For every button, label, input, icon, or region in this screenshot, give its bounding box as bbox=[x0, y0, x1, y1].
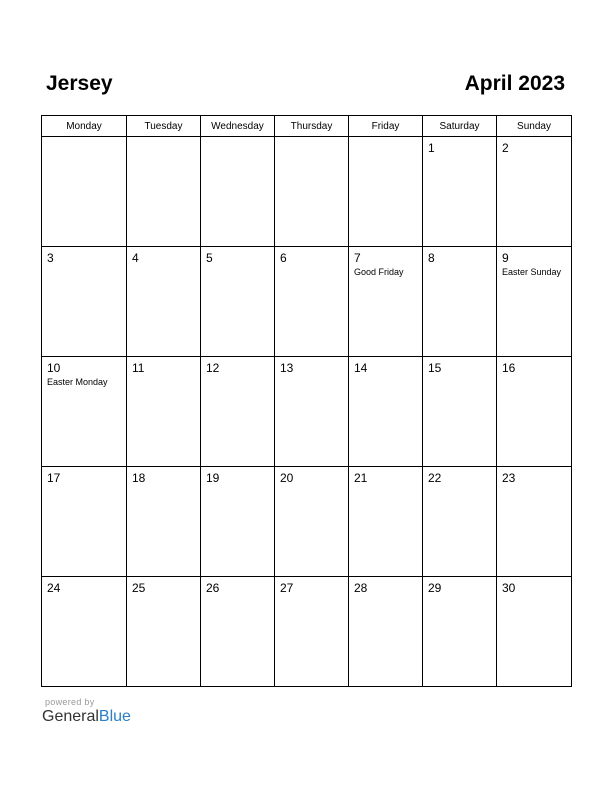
day-cell bbox=[275, 467, 349, 577]
day-cell bbox=[275, 357, 349, 467]
day-number: 28 bbox=[354, 581, 368, 595]
day-cell bbox=[275, 577, 349, 687]
holiday-label: Good Friday bbox=[354, 267, 404, 277]
day-number: 17 bbox=[47, 471, 61, 485]
day-number: 18 bbox=[132, 471, 146, 485]
day-number: 15 bbox=[428, 361, 442, 375]
day-number: 11 bbox=[132, 361, 145, 375]
weekday-header: Tuesday bbox=[127, 116, 201, 137]
weekday-header: Friday bbox=[349, 116, 423, 137]
day-cell bbox=[127, 467, 201, 577]
day-cell bbox=[349, 577, 423, 687]
day-cell bbox=[127, 247, 201, 357]
brand-part-general: General bbox=[42, 708, 99, 725]
day-number: 23 bbox=[502, 471, 516, 485]
day-cell bbox=[497, 467, 572, 577]
day-number: 19 bbox=[206, 471, 220, 485]
day-number: 4 bbox=[132, 251, 139, 265]
brand-part-blue: Blue bbox=[98, 708, 131, 725]
day-cell bbox=[497, 137, 572, 247]
day-number: 26 bbox=[206, 581, 220, 595]
empty-day-cell bbox=[42, 137, 127, 247]
day-number: 8 bbox=[428, 251, 435, 265]
day-number: 16 bbox=[502, 361, 516, 375]
weekday-header-row bbox=[42, 116, 572, 137]
day-number: 10 bbox=[47, 361, 61, 375]
day-cell bbox=[42, 247, 127, 357]
powered-by-text: powered by bbox=[45, 697, 95, 707]
day-cell bbox=[349, 467, 423, 577]
day-cell bbox=[42, 467, 127, 577]
day-number: 13 bbox=[280, 361, 294, 375]
day-cell bbox=[127, 577, 201, 687]
day-cell bbox=[423, 467, 497, 577]
day-number: 25 bbox=[132, 581, 146, 595]
holiday-label: Easter Monday bbox=[47, 377, 108, 387]
day-number: 14 bbox=[354, 361, 368, 375]
day-number: 5 bbox=[206, 251, 213, 265]
day-cell bbox=[423, 357, 497, 467]
day-number: 30 bbox=[502, 581, 516, 595]
day-cell bbox=[275, 247, 349, 357]
region-title: Jersey bbox=[46, 72, 113, 95]
week-row bbox=[42, 357, 572, 467]
day-number: 21 bbox=[354, 471, 368, 485]
day-cell bbox=[423, 577, 497, 687]
empty-day-cell bbox=[127, 137, 201, 247]
empty-day-cell bbox=[201, 137, 275, 247]
empty-day-cell bbox=[349, 137, 423, 247]
weekday-header: Saturday bbox=[423, 116, 497, 137]
day-cell bbox=[497, 357, 572, 467]
week-row bbox=[42, 247, 572, 357]
weekday-header: Wednesday bbox=[201, 116, 275, 137]
day-cell bbox=[423, 137, 497, 247]
week-row bbox=[42, 577, 572, 687]
empty-day-cell bbox=[275, 137, 349, 247]
day-cell bbox=[42, 357, 127, 467]
day-number: 29 bbox=[428, 581, 442, 595]
month-year-title: April 2023 bbox=[464, 72, 565, 95]
day-number: 20 bbox=[280, 471, 294, 485]
day-number: 22 bbox=[428, 471, 442, 485]
day-number: 3 bbox=[47, 251, 54, 265]
week-row bbox=[42, 467, 572, 577]
day-number: 7 bbox=[354, 251, 361, 265]
day-cell bbox=[497, 247, 572, 357]
week-row bbox=[42, 137, 572, 247]
day-number: 24 bbox=[47, 581, 61, 595]
weekday-header: Monday bbox=[42, 116, 127, 137]
day-cell bbox=[349, 247, 423, 357]
day-cell bbox=[201, 357, 275, 467]
day-number: 12 bbox=[206, 361, 220, 375]
day-cell bbox=[423, 247, 497, 357]
day-cell bbox=[42, 577, 127, 687]
day-cell bbox=[201, 577, 275, 687]
day-cell bbox=[349, 357, 423, 467]
day-cell bbox=[201, 247, 275, 357]
day-number: 1 bbox=[428, 141, 435, 155]
generalblue-logo[interactable] bbox=[42, 708, 131, 726]
day-cell bbox=[497, 577, 572, 687]
weekday-header: Thursday bbox=[275, 116, 349, 137]
day-number: 6 bbox=[280, 251, 287, 265]
day-number: 9 bbox=[502, 251, 509, 265]
holiday-label: Easter Sunday bbox=[502, 267, 562, 277]
weekday-header: Sunday bbox=[497, 116, 572, 137]
calendar-grid bbox=[41, 115, 572, 687]
day-cell bbox=[201, 467, 275, 577]
day-number: 27 bbox=[280, 581, 294, 595]
day-cell bbox=[127, 357, 201, 467]
day-number: 2 bbox=[502, 141, 509, 155]
